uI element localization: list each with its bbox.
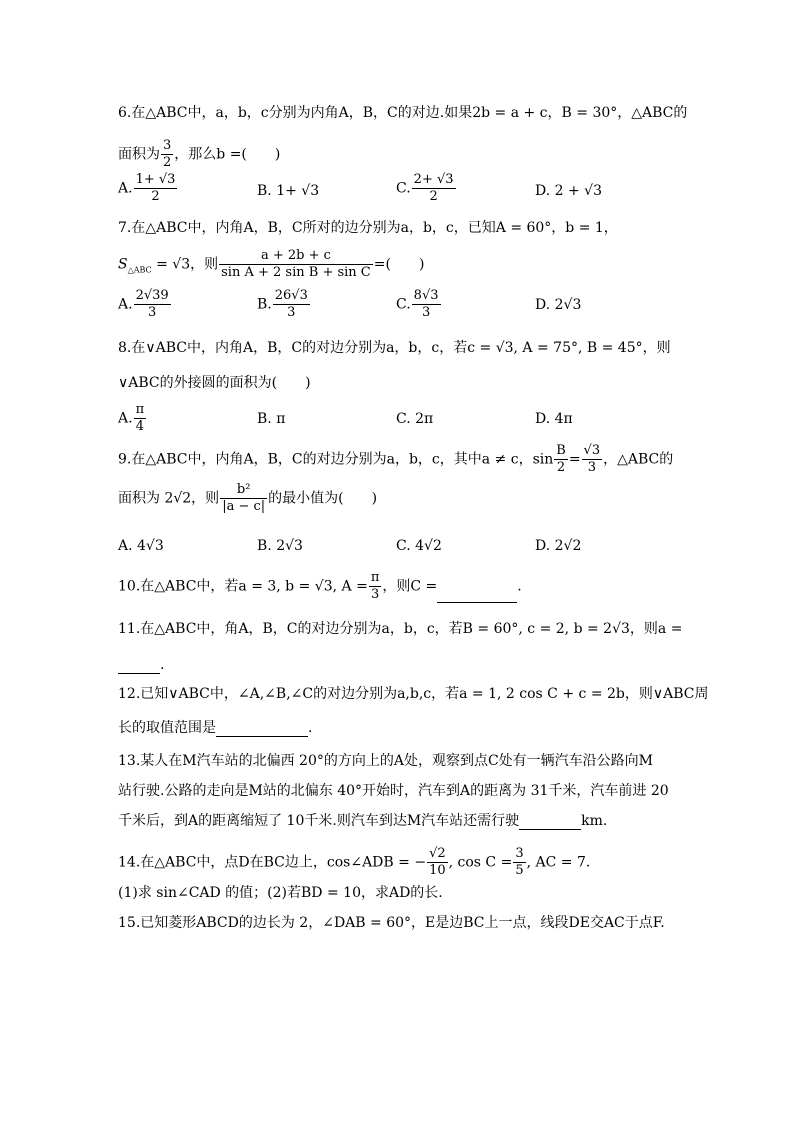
q6-option-b: B. 1+ √3 [257, 183, 320, 199]
q11-line-1: 11.在△ABC中，角A，B，C的对边分别为a，b，c，若B = 60°, c = 2, b = 2√3，则a = [118, 621, 683, 637]
q9-option-d: D. 2√2 [535, 538, 582, 554]
q6-text-a: 面积为 [118, 146, 160, 163]
q7-line-2: $S_{\triangle ABC} = √3$，则 $\frac{a + 2b + c}{\text{sin A + 2 sin B + sin C}}$ =( ) [118, 248, 425, 280]
q6-text-b: ，那么b =( ) [174, 146, 281, 163]
q10-line-1: 10.在△ABC中，若a = 3, b = √3, A = $\frac{\pi}{3}$ ，则C = . [118, 570, 522, 602]
q7-option-c: C. $\frac{8√3}{3}$ [396, 288, 439, 320]
q9-option-c: C. 4√2 [396, 538, 442, 554]
q12-answer-blank [216, 722, 308, 737]
q14-line-2: (1)求 sin∠CAD 的值；(2)若BD = 10，求AD的长. [118, 885, 443, 901]
q10-answer-blank [437, 588, 517, 603]
q8-option-a: A. $\frac{\pi}{4}$ [118, 402, 145, 434]
q9-line-2: 面积为 2√2，则 $\frac{\text{b²}}{|a - c|}$ 的最小值为( ) [118, 482, 378, 514]
q7-line-1: 7.在△ABC中，内角A，B，C所对的边分别为a，b，c，已知A = 60°，b = 1， [118, 220, 618, 236]
q9-line-1: 9.在△ABC中，内角A，B，C的对边分别为a，b，c，其中a ≠ c，sin $\frac{B}{2}$ = $\frac{√3}{3}$ ，△ABC的 [118, 443, 674, 475]
q6-line-2 [118, 138, 280, 171]
q13-line-3: 千米后，到A的距离缩短了 10千米.则汽车到达M汽车站还需行驶 km. [118, 813, 608, 829]
q6-fraction: $\frac{3}{2}$ [163, 138, 172, 170]
q7-option-d: D. 2√3 [535, 297, 582, 313]
q7-fraction: $\frac{a + 2b + c}{\text{sin A + 2 sin B + sin C}}$ [221, 248, 371, 280]
q8-option-b: B. π [257, 411, 286, 427]
q7-option-b: B. $\frac{26√3}{3}$ [257, 288, 308, 320]
q8-line-2: ∨ABC的外接圆的面积为( ) [118, 375, 311, 391]
q13-line-1: 13.某人在M汽车站的北偏西 20°的方向上的A处，观察到点C处有一辆汽车沿公路向M [118, 753, 654, 769]
q8-option-c: C. 2π [396, 411, 434, 427]
q7-option-a: A. $\frac{2√39}{3}$ [118, 288, 169, 320]
q8-option-d: D. 4π [535, 411, 573, 427]
q8-line-1: 8.在∨ABC中，内角A，B，C的对边分别为a，b，c，若c = √3, A = 75°, B = 45°，则 [118, 340, 671, 356]
q6-option-c: C. $\frac{2+ √3}{2}$ [396, 172, 454, 204]
q11-line-2: . [118, 656, 164, 674]
q9-option-a: A. 4√3 [118, 538, 164, 554]
q13-answer-blank [519, 815, 581, 830]
q6-option-a: A. $\frac{1+ √3}{2}$ [118, 172, 176, 204]
q12-line-1: 12.已知∨ABC中，∠A,∠B,∠C的对边分别为a,b,c，若a = 1, 2 cos C + c = 2b，则∨ABC周 [118, 686, 709, 702]
q6-line-1: 6.在△ABC中，a，b，c分别为内角A，B，C的对边.如果2b = a + c，B = 30°，△ABC的 [118, 105, 688, 121]
q11-answer-blank [118, 659, 160, 674]
q12-line-2: 长的取值范围是 . [118, 720, 313, 736]
q13-line-2: 站行驶.公路的走向是M站的北偏东 40°开始时，汽车到A的距离为 31千米，汽车前进 20 [118, 783, 669, 799]
q14-line-1: 14.在△ABC中，点D在BC边上，cos∠ADB = − $\frac{√2}{10}$ , cos C = $\frac{3}{5}$ , AC = 7. [118, 846, 591, 878]
q9-option-b: B. 2√3 [257, 538, 303, 554]
q6-option-d: D. 2 + √3 [535, 183, 602, 199]
q15-line-1: 15.已知菱形ABCD的边长为 2，∠DAB = 60°，E是边BC上一点，线段DE交AC于点F. [118, 915, 665, 931]
